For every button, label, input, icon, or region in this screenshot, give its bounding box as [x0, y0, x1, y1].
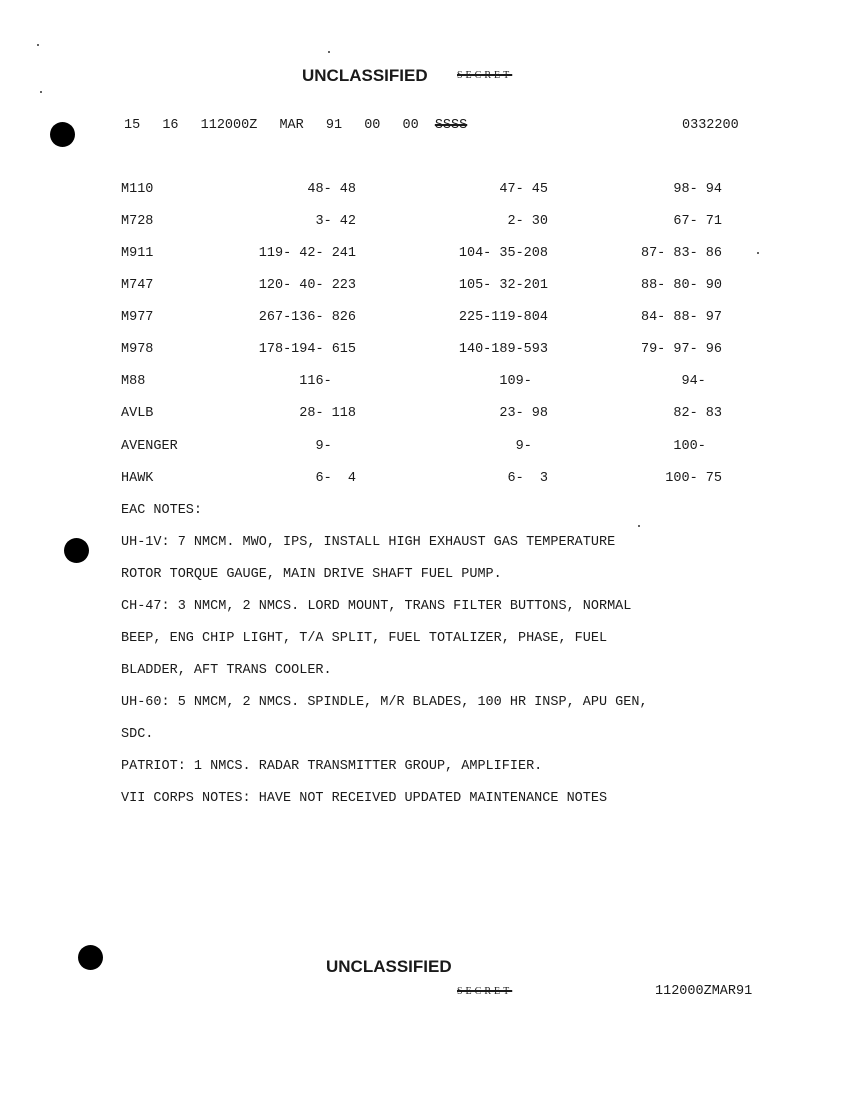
table-cell: 3- 42: [315, 214, 356, 229]
dtg-line: [124, 118, 467, 133]
dtg-field: 16: [162, 118, 179, 133]
table-row: [0, 439, 850, 459]
table-cell: 119- 42- 241: [258, 246, 356, 261]
note-line: VII CORPS NOTES: HAVE NOT RECEIVED UPDATED MAINTENANCE NOTES: [121, 791, 608, 806]
table-cell: 23- 98: [499, 406, 548, 421]
table-row: [0, 246, 850, 266]
dtg-field: MAR: [279, 118, 304, 133]
table-cell: 9-: [515, 439, 548, 454]
notes-heading: EAC NOTES:: [121, 503, 203, 518]
table-row: [0, 310, 850, 330]
punch-hole-bottom: [78, 945, 103, 970]
table-cell: 28- 118: [299, 406, 356, 421]
table-row: [0, 374, 850, 394]
table-cell-item: M747: [121, 278, 154, 293]
punch-hole-top: [50, 122, 75, 147]
table-cell-item: M977: [121, 310, 154, 325]
table-cell: 82- 83: [673, 406, 722, 421]
dtg-field: 00: [402, 118, 419, 133]
note-line: PATRIOT: 1 NMCS. RADAR TRANSMITTER GROUP, AMPLIFIER.: [121, 759, 543, 774]
table-row: [0, 406, 850, 426]
table-cell-item: AVENGER: [121, 439, 178, 454]
speck: [37, 44, 39, 46]
footer-dtg: 112000ZMAR91: [655, 984, 753, 999]
table-cell-item: M978: [121, 342, 154, 357]
table-cell: 87- 83- 86: [640, 246, 722, 261]
dtg-field: 15: [124, 118, 141, 133]
speck: [328, 51, 330, 53]
table-cell-item: HAWK: [121, 471, 154, 486]
table-cell: 6- 3: [507, 471, 548, 486]
table-row: [0, 342, 850, 362]
speck: [40, 91, 42, 93]
table-row: [0, 278, 850, 298]
table-cell-item: AVLB: [121, 406, 154, 421]
table-cell: 94-: [681, 374, 722, 389]
table-cell: 2- 30: [507, 214, 548, 229]
note-line: BEEP, ENG CHIP LIGHT, T/A SPLIT, FUEL TOTALIZER, PHASE, FUEL: [121, 631, 608, 646]
table-cell: 98- 94: [673, 182, 722, 197]
table-cell: 100-: [673, 439, 722, 454]
speck: [638, 525, 640, 527]
table-row: [0, 182, 850, 202]
table-cell: 225-119-804: [458, 310, 548, 325]
table-row: [0, 214, 850, 234]
dtg-field: 112000Z: [200, 118, 258, 133]
note-line: ROTOR TORQUE GAUGE, MAIN DRIVE SHAFT FUEL PUMP.: [121, 567, 502, 582]
table-cell: 140-189-593: [458, 342, 548, 357]
table-cell-item: M110: [121, 182, 154, 197]
note-line: UH-60: 5 NMCM, 2 NMCS. SPINDLE, M/R BLADES, 100 HR INSP, APU GEN,: [121, 695, 648, 710]
table-cell: 104- 35-208: [458, 246, 548, 261]
table-cell: 116-: [299, 374, 356, 389]
table-row: [0, 471, 850, 491]
table-cell: 6- 4: [315, 471, 356, 486]
note-line: SDC.: [121, 727, 154, 742]
table-cell-item: M911: [121, 246, 154, 261]
table-cell: 47- 45: [499, 182, 548, 197]
table-cell: 9-: [315, 439, 356, 454]
dtg-field: 91: [325, 118, 343, 133]
dtg-field: 00: [364, 118, 381, 133]
header-classification: UNCLASSIFIED: [302, 66, 428, 85]
dtg-reference: 0332200: [682, 118, 739, 133]
dtg-struck-code: SSSS: [434, 118, 468, 133]
table-cell: 79- 97- 96: [640, 342, 722, 357]
table-cell-item: M728: [121, 214, 154, 229]
note-line: CH-47: 3 NMCM, 2 NMCS. LORD MOUNT, TRANS FILTER BUTTONS, NORMAL: [121, 599, 632, 614]
table-cell: 109-: [499, 374, 548, 389]
note-line: UH-1V: 7 NMCM. MWO, IPS, INSTALL HIGH EXHAUST GAS TEMPERATURE: [121, 535, 616, 550]
footer-classification: UNCLASSIFIED: [326, 957, 452, 976]
table-cell: 178-194- 615: [258, 342, 356, 357]
table-cell: 84- 88- 97: [640, 310, 722, 325]
table-cell: 100- 75: [665, 471, 722, 486]
footer-struck-marking: SECRET: [457, 986, 513, 997]
table-cell: 88- 80- 90: [640, 278, 722, 293]
table-cell: 267-136- 826: [258, 310, 356, 325]
note-line: BLADDER, AFT TRANS COOLER.: [121, 663, 332, 678]
header-struck-marking: SECRET: [457, 70, 513, 81]
table-cell-item: M88: [121, 374, 146, 389]
table-cell: 105- 32-201: [458, 278, 548, 293]
table-cell: 48- 48: [307, 182, 356, 197]
table-cell: 120- 40- 223: [258, 278, 356, 293]
table-cell: 67- 71: [673, 214, 722, 229]
punch-hole-middle: [64, 538, 89, 563]
